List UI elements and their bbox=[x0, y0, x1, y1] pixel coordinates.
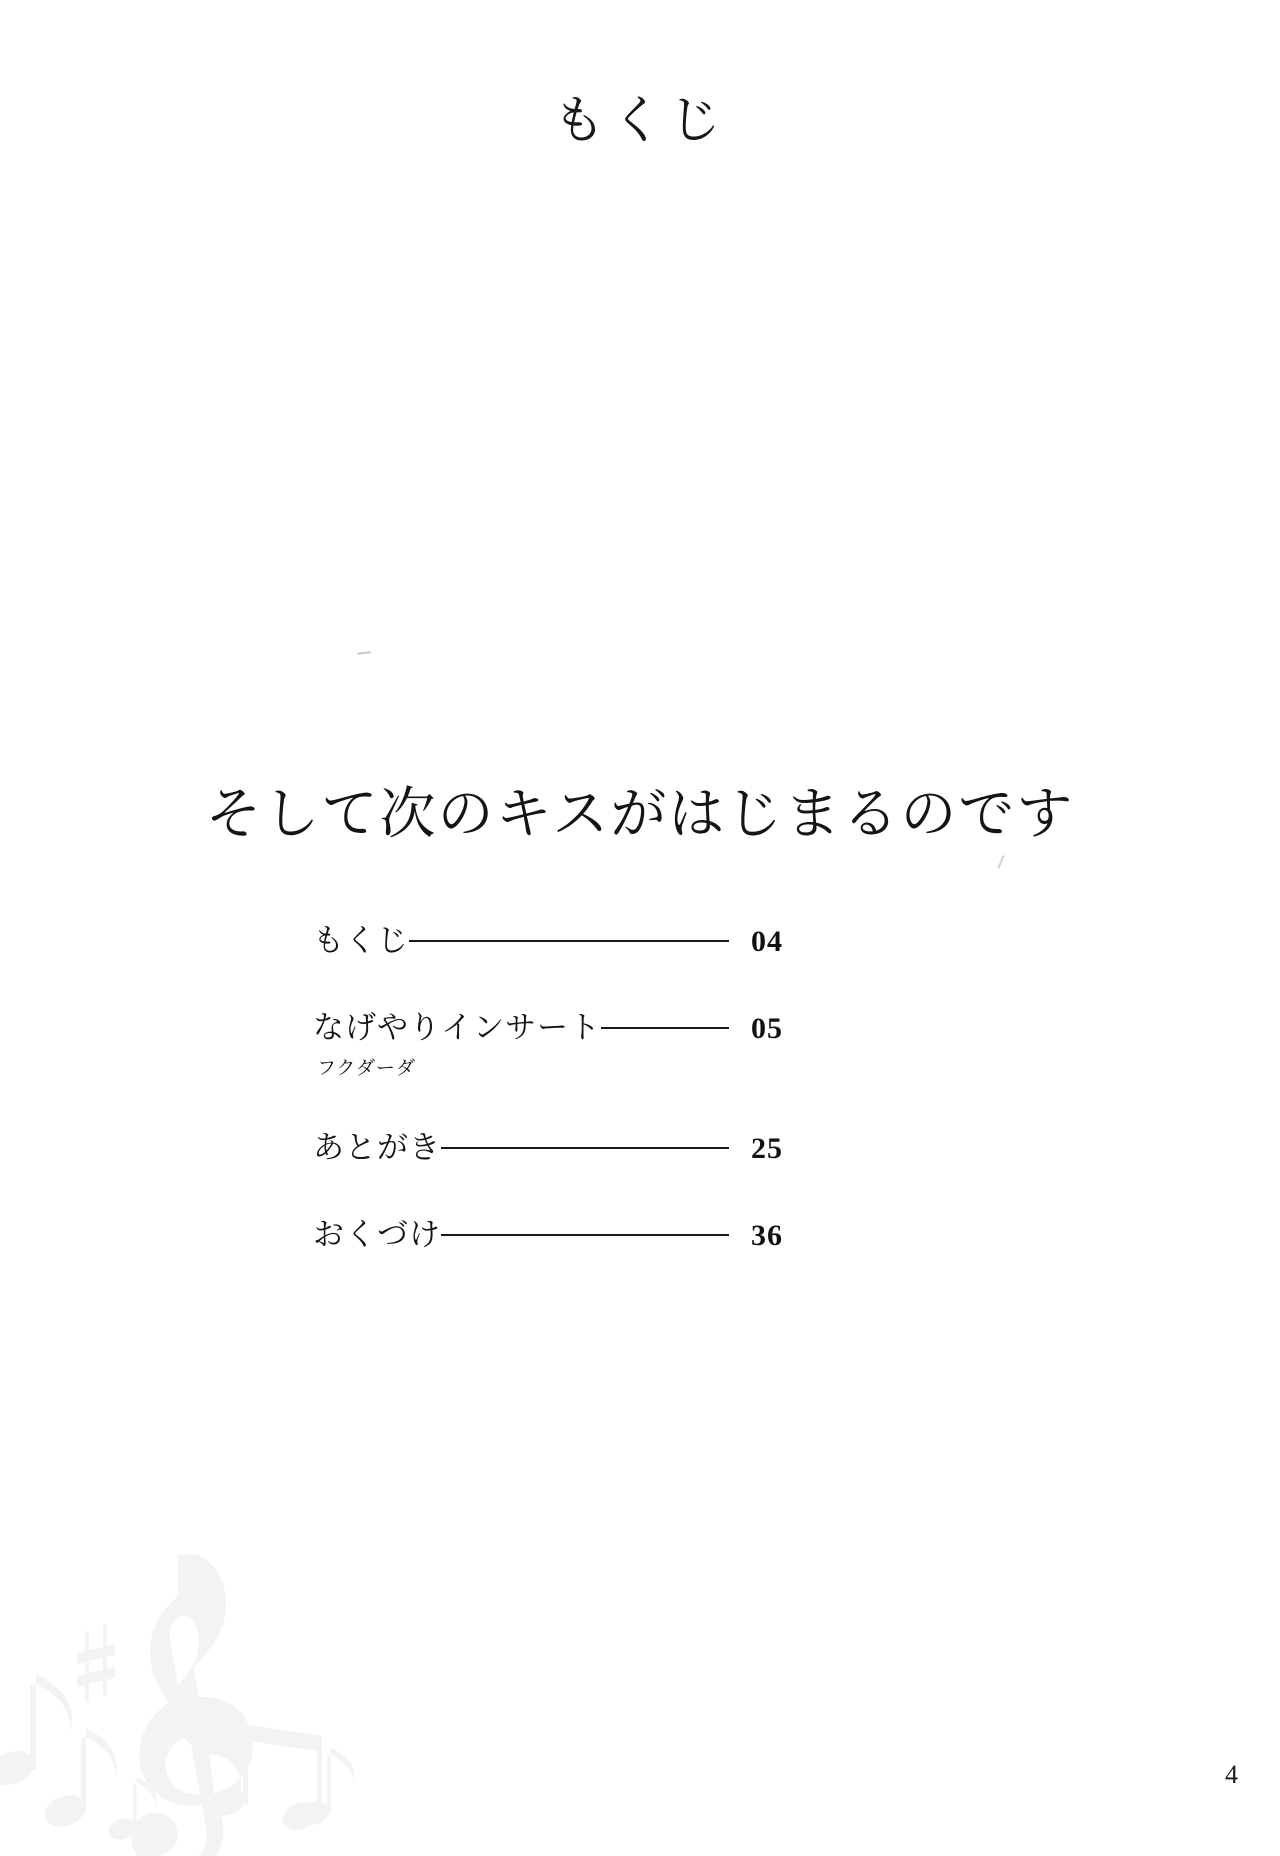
toc-entry-label: あとがき bbox=[313, 1130, 441, 1166]
toc-entry-page: 25 bbox=[751, 1132, 783, 1165]
toc-leader-line bbox=[409, 940, 729, 942]
music-notes-watermark-icon bbox=[0, 1526, 400, 1856]
table-of-contents bbox=[313, 915, 783, 1296]
toc-entry-page: 04 bbox=[751, 925, 783, 958]
toc-leader-line bbox=[601, 1027, 729, 1029]
list-item[interactable] bbox=[313, 1122, 783, 1167]
toc-entry-page: 05 bbox=[751, 1012, 783, 1045]
list-item[interactable] bbox=[313, 915, 783, 960]
toc-entry-author: フクダーダ bbox=[317, 1057, 417, 1079]
stray-mark-icon bbox=[357, 651, 371, 654]
work-title: そして次のキスがはじまるのです bbox=[205, 782, 1075, 847]
toc-leader-line bbox=[441, 1147, 729, 1149]
toc-entry-label: もくじ bbox=[313, 923, 409, 959]
toc-entry-page: 36 bbox=[751, 1219, 783, 1252]
list-item[interactable] bbox=[313, 1209, 783, 1254]
stray-mark-icon-2 bbox=[997, 855, 1004, 869]
page-number: 4 bbox=[1225, 1760, 1238, 1789]
toc-leader-line bbox=[441, 1234, 729, 1236]
toc-entry-label: おくづけ bbox=[313, 1217, 441, 1253]
list-item[interactable] bbox=[313, 1002, 783, 1080]
toc-entry-label: なげやりインサート bbox=[313, 1010, 601, 1046]
page-title: もくじ bbox=[552, 91, 727, 151]
